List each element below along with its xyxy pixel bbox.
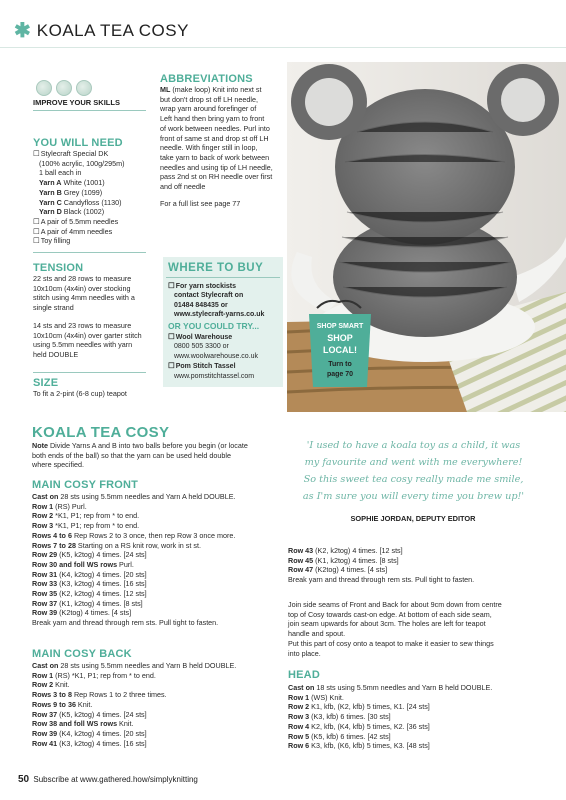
- materials-list: [33, 149, 158, 246]
- material-item: ☐ Toy filling: [33, 236, 158, 246]
- photo-illustration: [287, 62, 566, 412]
- yarn-ball-icon: [76, 80, 92, 96]
- header-divider: [0, 47, 566, 48]
- size-heading: SIZE: [33, 377, 59, 389]
- yarn-ball-icon: [36, 80, 52, 96]
- material-item: Yarn B Grey (1099): [39, 187, 103, 197]
- page-header: [14, 18, 189, 43]
- pattern-note: Note Divide Yarns A and B into two balls before you begin (or locate both ends of the ball) so that the yarn can be used held double where specified.: [32, 441, 248, 470]
- yarn-ball-icon: [56, 80, 72, 96]
- material-item: ☐ A pair of 5.5mm needles: [33, 217, 158, 227]
- shop-list: ☐ Wool Warehouse 0800 505 3300 or www.woolwarehouse.co.uk ☐ Pom Stitch Tassel www.pomstitchtassel.com: [168, 332, 286, 381]
- material-item: Yarn C Candyfloss (1130): [39, 197, 122, 207]
- stockist-info: ☐ For yarn stockists contact Stylecraft on 01484 848435 or www.stylecraft-yarns.co.uk: [168, 281, 286, 320]
- material-item: ☐ Stylecraft Special DK: [33, 149, 158, 159]
- front-instructions: Cast on 28 sts using 5.5mm needles and Yarn A held DOUBLE. Row 1 (RS) Purl. Row 2 *K1, P1; rep from * to end. Row 3 *K1, P1; rep from * to end. Rows 4 to 6 Rep Rows 2 to 3 once, then rep Row 3 once more. Rows 7 to 28 Starting on a RS knit row, work in st st. Row 29 (K5, k2tog) 4 times. [24 sts] Row 30 and foll WS rows Purl. Row 31 (K4, k2tog) 4 times. [20 sts] Row 33 (K3, k2tog) 4 times. [16 sts] Row 35 (K2, k2tog) 4 times. [12 sts] Row 37 (K1, k2tog) 4 times. [8 sts] Row 39 (K2tog) 4 times. [4 sts] Break yarn and thread through rem sts. Pull tight to fasten.: [32, 492, 236, 628]
- material-item: Yarn D Black (1002): [39, 207, 105, 217]
- badge-text: LOCAL!: [323, 345, 357, 355]
- asterisk-icon: ✱: [14, 20, 31, 42]
- skill-level-label: IMPROVE YOUR SKILLS: [33, 98, 120, 107]
- badge-text: Turn to: [328, 361, 352, 368]
- divider: [33, 110, 146, 111]
- where-to-buy-heading: WHERE TO BUY: [168, 262, 264, 274]
- material-item: Yarn A White (1001): [39, 178, 105, 188]
- koala-tea-cosy-photo: [287, 62, 566, 412]
- badge-text: SHOP: [327, 333, 353, 343]
- back-instructions: Cast on 28 sts using 5.5mm needles and Yarn B held DOUBLE. Row 1 (RS) *K1, P1; rep from * to end. Row 2 Knit. Rows 3 to 8 Rep Rows 1 to 2 three times. Rows 9 to 36 Knit. Row 37 (K5, k2tog) 4 times. [24 sts] Row 38 and foll WS rows Knit. Row 39 (K4, k2tog) 4 times. [20 sts] Row 41 (K3, k2tog) 4 times. [16 sts]: [32, 661, 237, 748]
- alternatives-heading: OR YOU COULD TRY...: [168, 321, 260, 331]
- tension-heading: TENSION: [33, 262, 84, 274]
- material-item: 1 ball each in: [39, 168, 82, 178]
- quote-byline: SOPHIE JORDAN, DEPUTY EDITOR: [350, 514, 476, 523]
- abbreviations-heading: ABBREVIATIONS: [160, 73, 253, 85]
- main-cosy-front-heading: MAIN COSY FRONT: [32, 479, 139, 491]
- shop-name: ☐ Pom Stitch Tassel: [168, 361, 286, 371]
- material-item: (100% acrylic, 100g/295m): [39, 158, 125, 168]
- size-text: To fit a 2-pint (6-8 cup) teapot: [33, 389, 127, 398]
- page-title: KOALA TEA COSY: [36, 20, 189, 40]
- page-number: 50: [18, 774, 30, 785]
- badge-text: page 70: [326, 371, 354, 378]
- material-item: ☐ A pair of 4mm needles: [33, 227, 158, 237]
- editor-quote: 'I used to have a koala toy as a child, it was my favourite and went with me everywhere! So this sweet tea cosy really made me smile, as I'm sure you will every time you brew up!': [302, 440, 525, 502]
- page-footer: [18, 774, 198, 785]
- main-cosy-back-heading: MAIN COSY BACK: [32, 648, 132, 660]
- back-instructions-continued: Row 43 (K2, k2tog) 4 times. [12 sts] Row 45 (K1, k2tog) 4 times. [8 sts] Row 47 (K2tog) 4 times. [4 sts] Break yarn and thread through rem sts. Pull tight to fasten.: [288, 546, 475, 585]
- divider: [166, 277, 280, 278]
- you-will-need-heading: YOU WILL NEED: [33, 137, 123, 149]
- tension-text: 22 sts and 28 rows to measure 10x10cm (4x4in) over stocking stitch using 4mm needles with a single strand 14 sts and 23 rows to measure 10x10cm (4x4in) over garter stitch using 5.5mm needles with yarn held DOUBLE: [33, 274, 142, 359]
- abbreviations-text: ML (make loop) Knit into next st but don't drop st off LH needle, wrap yarn around forefinger of Left hand then bring yarn to front of work between needles. Purl into front of same st and drop st off LH needle. With finger still in loop, take yarn to back of work between needles and using tip of LH needle, pass 2nd st on RH needle over first and off needle For a full list see page 77: [160, 85, 285, 208]
- divider: [33, 372, 146, 373]
- skill-level-indicator: [36, 80, 92, 96]
- joining-instructions: Join side seams of Front and Back for about 9cm down from centre top of Cosy towards cast-on edge. At bottom of each side seam, join seam upwards for about 3cm. The holes are left for teapot handle and spout. Put this part of cosy onto a teapot to make it easier to sew things into place.: [288, 600, 502, 658]
- shop-name: ☐ Wool Warehouse: [168, 332, 286, 342]
- divider: [33, 252, 146, 253]
- abbreviations-footnote: For a full list see page 77: [160, 198, 241, 208]
- head-heading: HEAD: [288, 669, 320, 681]
- badge-text: SHOP SMART: [316, 323, 364, 330]
- pattern-title: KOALA TEA COSY: [32, 424, 170, 441]
- subscribe-text: Subscribe at www.gathered.how/simplyknitting: [33, 775, 198, 784]
- head-instructions: Cast on 18 sts using 5.5mm needles and Yarn B held DOUBLE. Row 1 (WS) Knit. Row 2 K1, kfb, (K2, kfb) 5 times, K1. [24 sts] Row 3 (K3, kfb) 6 times. [30 sts] Row 4 K2, kfb, (K4, kfb) 5 times, K2. [36 sts] Row 5 (K5, kfb) 6 times. [42 sts] Row 6 K3, kfb, (K6, kfb) 5 times, K3. [48 sts]: [288, 683, 493, 751]
